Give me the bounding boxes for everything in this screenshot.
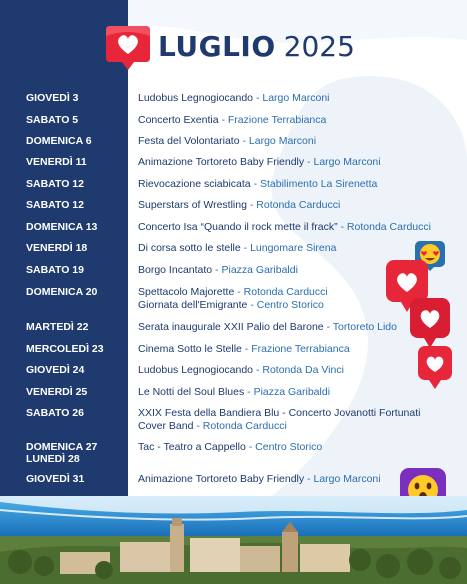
- event-day: [26, 92, 126, 104]
- event-separator: -: [304, 473, 314, 485]
- event-line: [138, 92, 438, 105]
- event-separator: -: [245, 441, 256, 453]
- event-day-label: GIOVEDÌ 24: [26, 364, 85, 376]
- town-landscape-image: [0, 496, 467, 584]
- event-name: Borgo Incantato: [138, 264, 213, 276]
- event-location: Rotonda Da Vinci: [262, 364, 344, 376]
- event-separator: -: [234, 286, 244, 298]
- event-line: [138, 343, 438, 356]
- event-name: Superstars of Wrestling: [138, 199, 247, 211]
- event-details: [138, 321, 438, 334]
- event-line: [138, 199, 438, 212]
- event-details: [138, 92, 438, 105]
- event-day: [26, 364, 126, 376]
- event-day: [26, 441, 126, 465]
- event-day: [26, 135, 126, 147]
- event-name: Le Notti del Soul Blues: [138, 386, 245, 398]
- event-line: [138, 473, 438, 486]
- event-separator: -: [304, 156, 314, 168]
- event-separator: -: [241, 343, 252, 355]
- event-day-label: DOMENICA 20: [26, 286, 98, 298]
- event-location: Rotonda Carducci: [243, 286, 328, 298]
- event-line: [138, 364, 438, 377]
- poster-header: [104, 22, 364, 72]
- event-location: Rotonda Carducci: [202, 419, 287, 432]
- event-separator: -: [250, 178, 260, 190]
- event-line: [138, 407, 438, 420]
- event-name: Serata inaugurale XXII Palio del Barone: [138, 321, 324, 333]
- event-day-label: SABATO 26: [26, 407, 84, 419]
- event-separator: -: [193, 419, 203, 432]
- event-day: [26, 407, 126, 419]
- event-day: [26, 114, 126, 126]
- event-line: [138, 178, 438, 191]
- event-location: Largo Marconi: [262, 92, 330, 104]
- event-location: Centro Storico: [255, 441, 323, 453]
- event-separator: -: [239, 135, 249, 147]
- event-location: Centro Storico: [256, 298, 324, 311]
- event-day-label: VENERDÌ 25: [26, 386, 88, 398]
- event-day: [26, 343, 126, 355]
- event-details: [138, 386, 438, 399]
- event-details: [138, 242, 438, 255]
- event-day: [26, 242, 126, 254]
- event-location: Largo Marconi: [248, 135, 317, 147]
- event-location: Largo Marconi: [313, 473, 381, 485]
- event-name: Cover Band: [138, 419, 194, 432]
- month-label: LUGLIO: [158, 30, 276, 63]
- event-day-label: LUNEDÌ 28: [26, 453, 80, 465]
- event-location: Piazza Garibaldi: [221, 264, 298, 276]
- event-details: [138, 178, 438, 191]
- event-details: [138, 407, 438, 432]
- event-day-label: SABATO 12: [26, 178, 84, 190]
- heart-bubble-icon: [416, 344, 454, 392]
- event-location: Frazione Terrabianca: [251, 343, 350, 355]
- event-details: [138, 114, 438, 127]
- event-name: Animazione Tortoreto Baby Friendly: [138, 156, 305, 168]
- event-details: [138, 199, 438, 212]
- event-separator: -: [244, 386, 254, 398]
- event-name: Festa del Volontariato: [138, 135, 240, 147]
- event-details: [138, 441, 438, 454]
- event-name: Spettacolo Majorette: [138, 286, 235, 298]
- event-day: [26, 199, 126, 211]
- event-day: [26, 178, 126, 190]
- event-day-label: GIOVEDÌ 3: [26, 92, 79, 104]
- event-day-label: VENERDÌ 11: [26, 156, 87, 168]
- event-day: [26, 156, 126, 168]
- event-separator: -: [253, 364, 263, 376]
- event-location: Lungomare Sirena: [250, 242, 337, 254]
- event-day: [26, 264, 126, 276]
- event-name: XXIX Festa della Bandiera Blu - Concerto Jovanotti Fortunati: [138, 407, 421, 419]
- event-location: Rotonda Carducci: [256, 199, 341, 211]
- event-day-label: SABATO 5: [26, 114, 79, 126]
- event-location: Tortoreto Lido: [332, 321, 397, 333]
- event-line: [138, 420, 438, 433]
- event-line: [138, 242, 438, 255]
- event-name: Concerto Exentia: [138, 114, 219, 126]
- page-title: [158, 30, 355, 63]
- event-name: Di corsa sotto le stelle: [138, 242, 241, 254]
- event-name: Ludobus Legnogiocando: [138, 364, 254, 376]
- event-day-label: VENERDÌ 18: [26, 242, 88, 254]
- event-separator: -: [253, 92, 263, 104]
- year-label: 2025: [283, 30, 355, 63]
- event-day-label: MARTEDÌ 22: [26, 321, 89, 333]
- event-line: [138, 321, 438, 334]
- event-line: [138, 441, 438, 454]
- event-separator: -: [212, 264, 222, 276]
- heart-badge-icon: [104, 22, 152, 72]
- event-day-label: GIOVEDÌ 31: [26, 473, 85, 485]
- event-details: [138, 473, 438, 486]
- heart-bubble-icon: [408, 296, 452, 350]
- event-day: [26, 286, 126, 298]
- event-name: Giornata dell'Emigrante: [138, 298, 248, 311]
- event-name: Cinema Sotto le Stelle: [138, 343, 242, 355]
- event-day-label: DOMENICA 13: [26, 221, 98, 233]
- event-separator: -: [240, 242, 251, 254]
- event-separator: -: [323, 321, 333, 333]
- event-details: [138, 221, 438, 234]
- event-separator: -: [218, 114, 228, 126]
- event-details: [138, 364, 438, 377]
- event-day: [26, 473, 126, 485]
- event-separator: -: [247, 298, 257, 311]
- event-location: Piazza Garibaldi: [253, 386, 331, 398]
- event-details: [138, 156, 438, 169]
- event-location: Rotonda Carducci: [346, 221, 431, 233]
- event-line: [138, 156, 438, 169]
- event-day-label: MERCOLEDÌ 23: [26, 343, 104, 355]
- event-name: Rievocazione sciabicata: [138, 178, 251, 190]
- event-day: [26, 321, 126, 333]
- event-details: [138, 343, 438, 356]
- event-separator: -: [246, 199, 257, 211]
- event-name: Ludobus Legnogiocando: [138, 92, 254, 104]
- event-location: Largo Marconi: [313, 156, 381, 168]
- event-line: [138, 221, 438, 234]
- event-separator: -: [337, 221, 347, 233]
- event-line: [138, 386, 438, 399]
- event-day: [26, 386, 126, 398]
- event-day-label: SABATO 12: [26, 199, 84, 211]
- event-details: [138, 135, 438, 148]
- event-day: [26, 221, 126, 233]
- event-line: [138, 114, 438, 127]
- event-name: Animazione Tortoreto Baby Friendly: [138, 473, 305, 485]
- event-day-label: DOMENICA 27: [26, 441, 98, 453]
- event-location: Stabilimento La Sirenetta: [260, 178, 378, 190]
- event-name: Tac - Teatro a Cappello: [138, 441, 246, 453]
- event-day-label: SABATO 19: [26, 264, 84, 276]
- event-location: Frazione Terrabianca: [227, 114, 327, 126]
- event-line: [138, 135, 438, 148]
- event-name: Concerto Isa “Quando il rock mette il frack”: [138, 221, 338, 233]
- event-day-label: DOMENICA 6: [26, 135, 92, 147]
